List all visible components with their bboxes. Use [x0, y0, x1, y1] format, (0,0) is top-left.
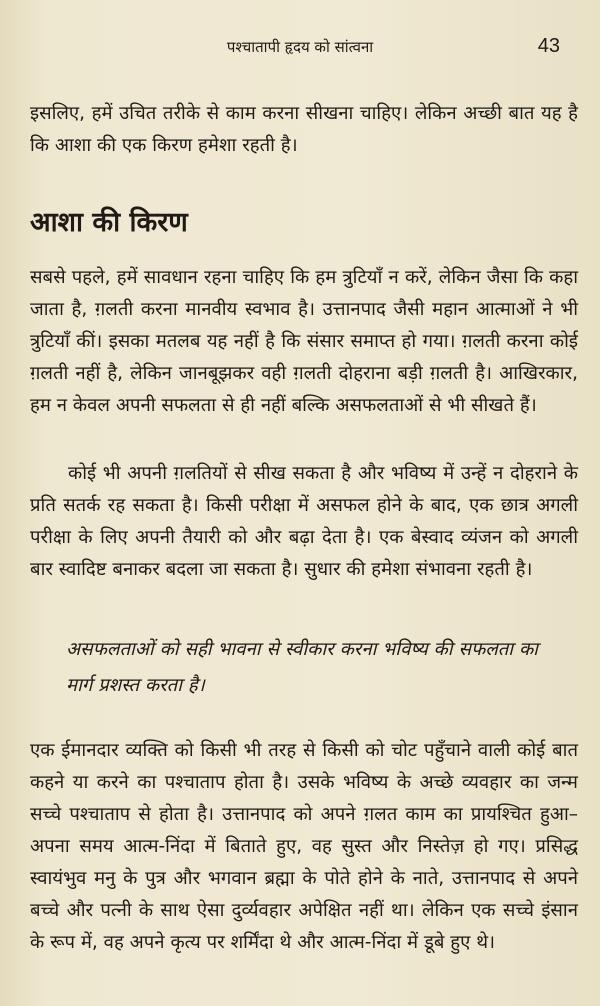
running-title: पश्चातापी हृदय को सांत्वना [226, 38, 374, 56]
intro-paragraph: इसलिए, हमें उचित तरीके से काम करना सीखना चाहिए। लेकिन अच्छी बात यह है कि आशा की एक किरण हमेशा रहती है। [30, 103, 578, 156]
body-paragraph-2: कोई भी अपनी ग़लतियों से सीख सकता है और भविष्य में उन्हें न दोहराने के प्रति सतर्क रह सकता है। किसी परीक्षा में असफल होने के बाद, एक छात्र अगली परीक्षा के लिए अपनी तैयारी को और बढ़ा देता है। एक बेस्वाद व्यंजन को अगली बार स्वादिष्ट बनाकर बदला जा सकता है। सुधार की हमेशा संभावना रहती है। [30, 463, 578, 580]
page-number: 43 [537, 35, 560, 57]
pull-quote: असफलताओं को सही भावना से स्वीकार करना भविष्य की सफलता का मार्ग प्रशस्त करता है। [66, 639, 538, 696]
body-paragraph-1: सबसे पहले, हमें सावधान रहना चाहिए कि हम त्रुटियाँ न करें, लेकिन जैसा कि कहा जाता है, ग़लती करना मानवीय स्वभाव है। उत्तानपाद जैसी महान आत्माओं ने भी त्रुटियाँ कीं। इसका मतलब यह नहीं है कि संसार समाप्त हो गया। ग़लती करना कोई ग़लती नहीं है, लेकिन जानबूझकर वही ग़लती दोहराना बड़ी ग़लती है। आखिरकार, हम न केवल अपनी सफलता से ही नहीं बल्कि असफलताओं से भी सीखते हैं। [30, 267, 578, 416]
section-heading: आशा की किरण [30, 207, 188, 238]
closing-paragraph: एक ईमानदार व्यक्ति को किसी भी तरह से किसी को चोट पहुँचाने वाली कोई बात कहने या करने का पश्चाताप होता है। उसके भविष्य के अच्छे व्यवहार का जन्म सच्चे पश्चाताप से होता है। उत्तानपाद को अपने ग़लत काम का प्रायश्चित हुआ–अपना समय आत्म-निंदा में बिताते हुए, वह सुस्त और निस्तेज़ हो गए। प्रसिद्ध स्वायंभुव मनु के पुत्र और भगवान ब्रह्मा के पोते होने के नाते, उत्तानपाद से अपने बच्चे और पत्नी के साथ ऐसा दुर्व्यवहार अपेक्षित नहीं था। लेकिन एक सच्चे इंसान के रूप में, वह अपने कृत्य पर शर्मिंदा थे और आत्म-निंदा में डूबे हुए थे। [30, 740, 578, 953]
page-header [0, 36, 600, 60]
